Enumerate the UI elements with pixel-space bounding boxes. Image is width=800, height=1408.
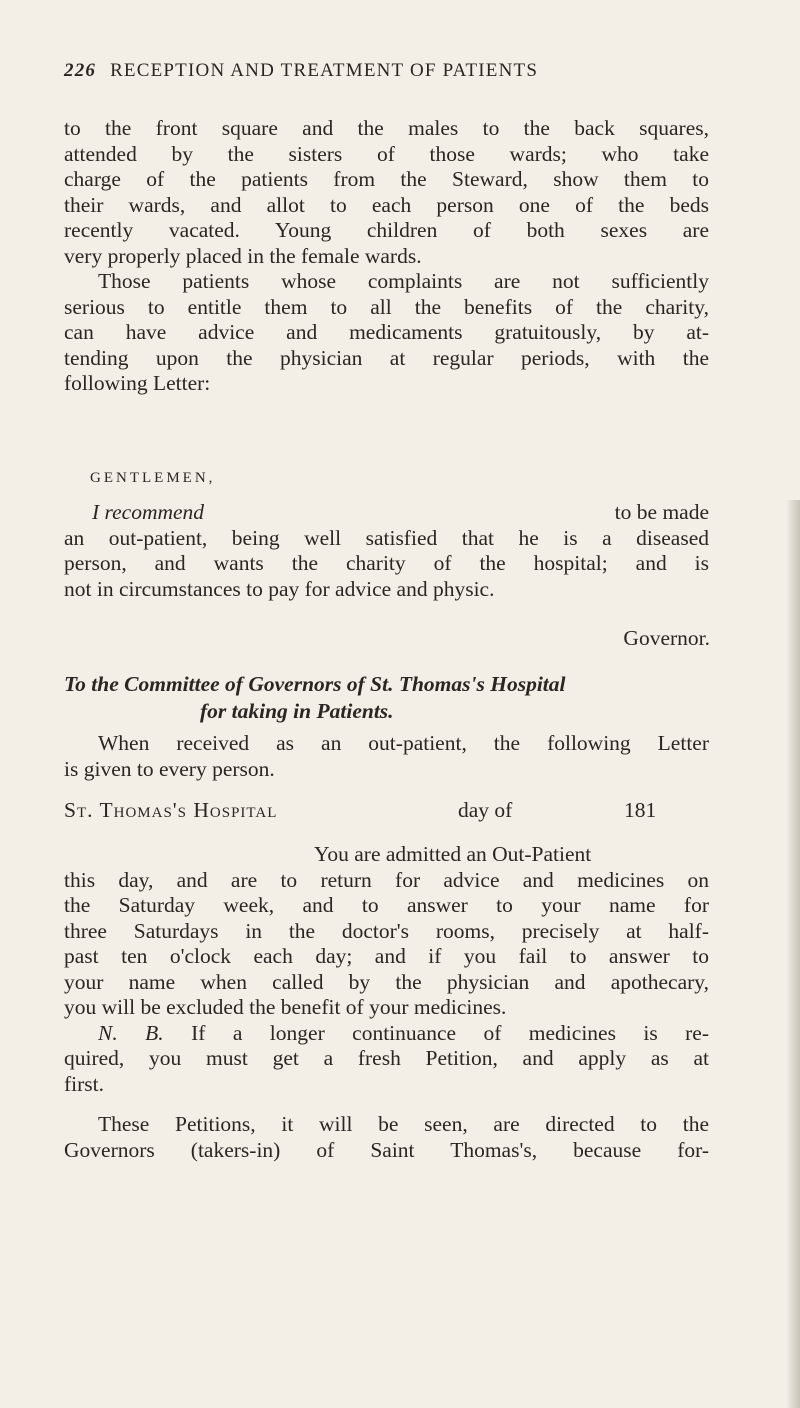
paragraph-2	[64, 269, 709, 397]
nb-label: N. B.	[98, 1020, 164, 1045]
text-line: Those patients whose complaints are not sufficiently	[98, 269, 709, 293]
text-line: recently vacated. Young children of both sexes are	[64, 218, 709, 242]
text-line: the Saturday week, and to answer to your name for	[64, 893, 709, 917]
text-line: following Letter:	[64, 371, 211, 395]
text-line: not in circumstances to pay for advice and physic.	[64, 576, 495, 601]
text-line: very properly placed in the female wards.	[64, 243, 422, 268]
letter-signature: Governor.	[623, 626, 710, 650]
text-line: you will be excluded the benefit of your medicines.	[64, 995, 507, 1019]
text-line: an out-patient, being well satisfied that he is a diseased	[64, 525, 709, 550]
ticket-body	[64, 842, 709, 1097]
nb-text: If a longer continuance of medicines is re-	[191, 1020, 710, 1045]
letter-to-be-made: to be made	[614, 500, 709, 524]
text-line: You are admitted an Out-Patient	[314, 842, 592, 866]
letter-first-line	[64, 500, 709, 526]
page-number: 226	[64, 60, 97, 81]
text-line: is given to every person.	[64, 756, 275, 781]
text-line: past ten o'clock each day; and if you fail to answer to	[64, 944, 709, 968]
text-line: quired, you must get a fresh Petition, and apply as at	[64, 1046, 709, 1070]
text-line: your name when called by the physician and apothecary,	[64, 969, 709, 994]
text-line: three Saturdays in the doctor's rooms, precisely at half-	[64, 918, 709, 943]
ticket-year: 181	[624, 798, 657, 822]
letter-salutation: GENTLEMEN,	[90, 470, 216, 486]
paragraph-3	[64, 731, 709, 782]
text-line: tending upon the physician at regular periods, with the	[64, 345, 709, 370]
text-line: this day, and are to return for advice and medicines on	[64, 867, 709, 892]
text-line: Governors (takers-in) of Saint Thomas's, because for-	[64, 1137, 709, 1162]
ticket-nb-line	[64, 1021, 709, 1047]
running-title: RECEPTION AND TREATMENT OF PATIENTS	[110, 60, 539, 81]
text-line: can have advice and medicaments gratuitously, by at-	[64, 320, 709, 344]
letter-recommend: I recommend	[92, 500, 205, 524]
text-line: attended by the sisters of those wards; who take	[64, 141, 709, 166]
paragraph-1	[64, 116, 709, 269]
text-line: charge of the patients from the Steward, show them to	[64, 167, 709, 191]
letter-body	[64, 500, 709, 602]
ticket-day-of: day of	[458, 798, 513, 822]
letter-address-1: To the Committee of Governors of St. Thomas's Hospital	[64, 672, 566, 696]
page-edge-shadow	[786, 500, 800, 1408]
paragraph-4	[64, 1112, 709, 1163]
text-line: When received as an out-patient, the following Letter	[98, 731, 709, 755]
ticket-hospital: St. Thomas's Hospital	[64, 798, 278, 822]
letter-address-2: for taking in Patients.	[200, 699, 394, 723]
text-line: These Petitions, it will be seen, are directed to the	[98, 1112, 709, 1136]
running-header	[64, 60, 704, 82]
text-line: their wards, and allot to each person one of the beds	[64, 192, 709, 217]
text-line: to the front square and the males to the back squares,	[64, 116, 709, 140]
text-line: serious to entitle them to all the benefits of the charity,	[64, 294, 709, 319]
text-line: first.	[64, 1071, 105, 1096]
text-line: person, and wants the charity of the hospital; and is	[64, 551, 709, 575]
